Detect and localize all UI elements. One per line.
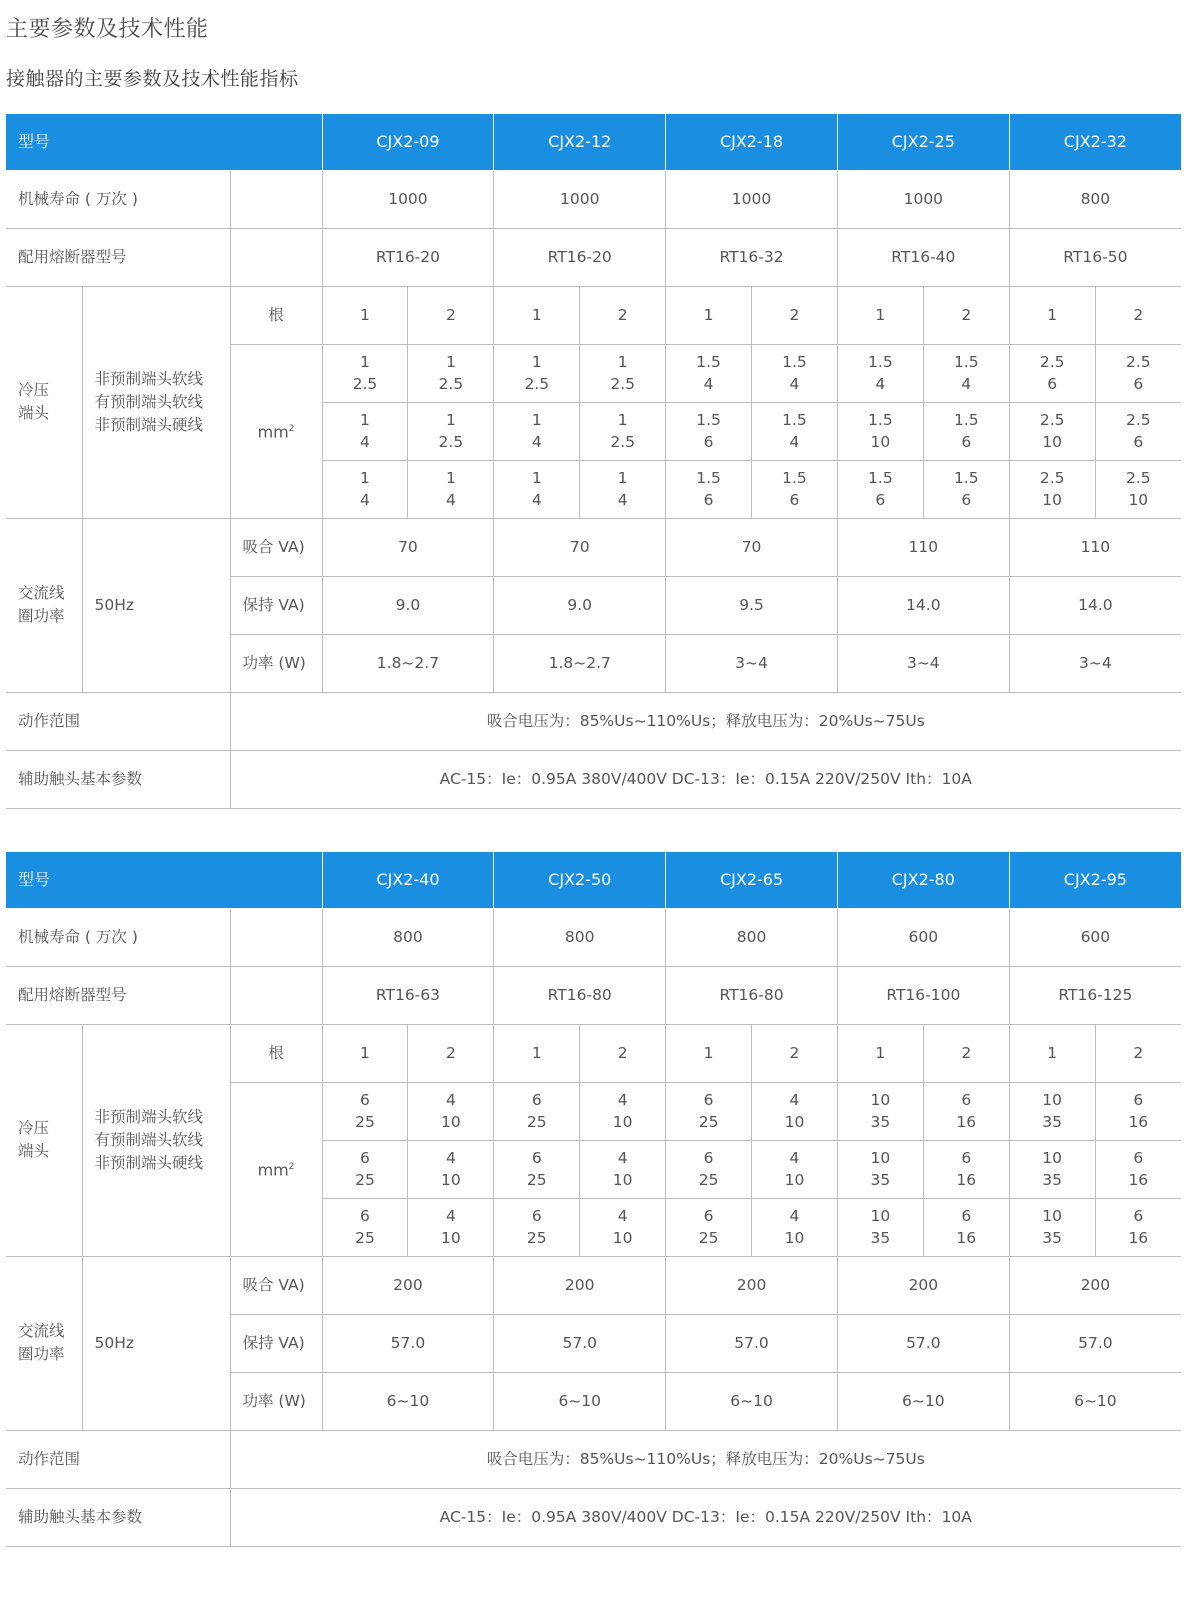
roots-label: 根 — [230, 286, 322, 344]
table-row — [6, 1024, 1181, 1082]
power-value: 6~10 — [322, 1372, 494, 1430]
fuse-value: RT16-80 — [494, 966, 666, 1024]
wire-size-value: 1 2.5 — [494, 344, 580, 402]
hold-label: 保持 VA) — [230, 1314, 322, 1372]
wire-size-value: 6 25 — [322, 1198, 408, 1256]
empty-cell — [230, 908, 322, 966]
table-row — [6, 518, 1181, 576]
hold-value: 9.5 — [666, 576, 838, 634]
power-value: 3~4 — [837, 634, 1009, 692]
action-range-value: 吸合电压为：85%Us~110%Us；释放电压为：20%Us~75Us — [230, 1430, 1181, 1488]
wire-size-value: 1 4 — [408, 460, 494, 518]
wire-size-value: 10 35 — [837, 1082, 923, 1140]
frequency-label: 50Hz — [82, 1256, 230, 1430]
spec-table-2 — [6, 852, 1181, 1547]
mech-life-value: 800 — [494, 908, 666, 966]
wire-size-value: 1 4 — [580, 460, 666, 518]
power-value: 6~10 — [666, 1372, 838, 1430]
action-range-label: 动作范围 — [6, 1430, 230, 1488]
mech-life-label: 机械寿命 ( 万次 ) — [6, 908, 230, 966]
empty-cell — [230, 170, 322, 228]
power-value: 6~10 — [494, 1372, 666, 1430]
roots-value: 2 — [752, 1024, 838, 1082]
model-header: CJX2-12 — [494, 114, 666, 170]
wire-size-value: 1 2.5 — [580, 402, 666, 460]
wire-size-value: 6 16 — [923, 1198, 1009, 1256]
mm-unit: mm — [257, 1160, 289, 1180]
table-row — [6, 692, 1181, 750]
model-header: CJX2-40 — [322, 852, 494, 908]
pull-in-label: 吸合 VA) — [230, 1256, 322, 1314]
power-value: 1.8~2.7 — [322, 634, 494, 692]
roots-value: 1 — [837, 1024, 923, 1082]
page-title: 主要参数及技术性能 — [6, 17, 209, 42]
wire-size-value: 4 10 — [408, 1198, 494, 1256]
model-header: CJX2-65 — [666, 852, 838, 908]
hold-value: 9.0 — [322, 576, 494, 634]
wire-size-value: 1.5 6 — [666, 460, 752, 518]
model-header-label: 型号 — [6, 114, 322, 170]
wire-size-value: 6 25 — [494, 1198, 580, 1256]
pull-in-value: 200 — [322, 1256, 494, 1314]
wire-size-value: 2.5 10 — [1009, 460, 1095, 518]
wire-size-value: 1 2.5 — [408, 402, 494, 460]
fuse-value: RT16-32 — [666, 228, 838, 286]
wire-size-value: 2.5 6 — [1009, 344, 1095, 402]
hold-value: 9.0 — [494, 576, 666, 634]
wire-size-value: 6 25 — [322, 1082, 408, 1140]
wire-size-value: 6 16 — [923, 1140, 1009, 1198]
wire-size-value: 2.5 10 — [1009, 402, 1095, 460]
table-row — [6, 1430, 1181, 1488]
table-row — [6, 1256, 1181, 1314]
fuse-value: RT16-50 — [1009, 228, 1181, 286]
wire-size-value: 6 25 — [494, 1140, 580, 1198]
wire-size-value: 1.5 4 — [837, 344, 923, 402]
wire-size-value: 1.5 6 — [752, 460, 838, 518]
wire-size-value: 2.5 10 — [1095, 460, 1181, 518]
mech-life-value: 1000 — [837, 170, 1009, 228]
model-header: CJX2-80 — [837, 852, 1009, 908]
roots-value: 1 — [666, 1024, 752, 1082]
roots-value: 1 — [494, 286, 580, 344]
fuse-value: RT16-63 — [322, 966, 494, 1024]
pull-in-value: 200 — [666, 1256, 838, 1314]
wire-size-value: 2.5 6 — [1095, 344, 1181, 402]
fuse-label: 配用熔断器型号 — [6, 228, 230, 286]
roots-value: 2 — [923, 1024, 1009, 1082]
pull-in-value: 70 — [322, 518, 494, 576]
spec-table-1 — [6, 114, 1181, 809]
pull-in-value: 200 — [837, 1256, 1009, 1314]
model-header: CJX2-09 — [322, 114, 494, 170]
wire-size-value: 4 10 — [580, 1082, 666, 1140]
hold-value: 57.0 — [322, 1314, 494, 1372]
table-row — [6, 114, 1181, 170]
wire-size-value: 1 4 — [322, 460, 408, 518]
cold-press-label: 冷压 端头 — [6, 286, 82, 518]
table-row — [6, 170, 1181, 228]
model-header: CJX2-95 — [1009, 852, 1181, 908]
roots-value: 2 — [1095, 1024, 1181, 1082]
model-header: CJX2-32 — [1009, 114, 1181, 170]
pull-in-value: 70 — [666, 518, 838, 576]
wire-size-value: 6 25 — [494, 1082, 580, 1140]
fuse-value: RT16-20 — [322, 228, 494, 286]
wire-size-value: 4 10 — [752, 1082, 838, 1140]
power-label: 功率 (W) — [230, 1372, 322, 1430]
frequency-label: 50Hz — [82, 518, 230, 692]
coil-power-label: 交流线 圈功率 — [6, 518, 82, 692]
wire-size-value: 1 4 — [494, 402, 580, 460]
fuse-value: RT16-80 — [666, 966, 838, 1024]
cold-press-label: 冷压 端头 — [6, 1024, 82, 1256]
wire-size-value: 1 4 — [494, 460, 580, 518]
table-row — [6, 852, 1181, 908]
power-value: 6~10 — [837, 1372, 1009, 1430]
pull-in-value: 200 — [1009, 1256, 1181, 1314]
hold-value: 57.0 — [837, 1314, 1009, 1372]
roots-value: 1 — [494, 1024, 580, 1082]
mech-life-value: 1000 — [494, 170, 666, 228]
power-value: 1.8~2.7 — [494, 634, 666, 692]
fuse-value: RT16-100 — [837, 966, 1009, 1024]
hold-value: 57.0 — [666, 1314, 838, 1372]
model-header: CJX2-25 — [837, 114, 1009, 170]
wire-size-value: 6 25 — [666, 1140, 752, 1198]
wire-size-value: 6 25 — [322, 1140, 408, 1198]
roots-value: 2 — [408, 286, 494, 344]
table-row — [6, 228, 1181, 286]
hold-value: 57.0 — [494, 1314, 666, 1372]
wire-size-value: 2.5 6 — [1095, 402, 1181, 460]
coil-power-label: 交流线 圈功率 — [6, 1256, 82, 1430]
wire-size-value: 6 16 — [1095, 1198, 1181, 1256]
roots-value: 1 — [1009, 1024, 1095, 1082]
hold-value: 14.0 — [1009, 576, 1181, 634]
pull-in-value: 110 — [1009, 518, 1181, 576]
table-row — [6, 286, 1181, 344]
wire-size-value: 1.5 4 — [752, 344, 838, 402]
power-value: 3~4 — [1009, 634, 1181, 692]
wire-size-value: 1.5 6 — [666, 402, 752, 460]
fuse-label: 配用熔断器型号 — [6, 966, 230, 1024]
hold-value: 57.0 — [1009, 1314, 1181, 1372]
empty-cell — [230, 966, 322, 1024]
wire-size-value: 4 10 — [580, 1140, 666, 1198]
mech-life-value: 1000 — [666, 170, 838, 228]
wire-types-label: 非预制端头软线 有预制端头软线 非预制端头硬线 — [82, 1024, 230, 1256]
roots-value: 2 — [408, 1024, 494, 1082]
power-value: 3~4 — [666, 634, 838, 692]
wire-size-value: 10 35 — [837, 1140, 923, 1198]
mm2-unit-label — [230, 344, 322, 518]
wire-size-value: 4 10 — [752, 1198, 838, 1256]
wire-size-value: 1 2.5 — [408, 344, 494, 402]
empty-cell — [230, 228, 322, 286]
mech-life-value: 600 — [837, 908, 1009, 966]
mm2-unit-label — [230, 1082, 322, 1256]
wire-size-value: 6 16 — [1095, 1140, 1181, 1198]
wire-size-value: 1.5 4 — [923, 344, 1009, 402]
wire-size-value: 6 16 — [923, 1082, 1009, 1140]
pull-in-value: 200 — [494, 1256, 666, 1314]
wire-size-value: 1.5 10 — [837, 402, 923, 460]
roots-value: 1 — [837, 286, 923, 344]
table-row — [6, 908, 1181, 966]
wire-size-value: 1.5 4 — [666, 344, 752, 402]
wire-size-value: 1.5 6 — [837, 460, 923, 518]
mech-life-label: 机械寿命 ( 万次 ) — [6, 170, 230, 228]
model-header-label: 型号 — [6, 852, 322, 908]
roots-value: 2 — [580, 286, 666, 344]
wire-size-value: 4 10 — [752, 1140, 838, 1198]
wire-size-value: 4 10 — [408, 1082, 494, 1140]
aux-contact-value: AC-15：Ie：0.95A 380V/400V DC-13：Ie：0.15A 220V/250V Ith：10A — [230, 1488, 1181, 1546]
mm-unit-superscript: 2 — [288, 424, 295, 435]
pull-in-value: 70 — [494, 518, 666, 576]
fuse-value: RT16-20 — [494, 228, 666, 286]
roots-value: 2 — [580, 1024, 666, 1082]
page-subtitle: 接触器的主要参数及技术性能指标 — [6, 68, 299, 90]
hold-value: 14.0 — [837, 576, 1009, 634]
mech-life-value: 800 — [322, 908, 494, 966]
mech-life-value: 800 — [666, 908, 838, 966]
mech-life-value: 800 — [1009, 170, 1181, 228]
fuse-value: RT16-125 — [1009, 966, 1181, 1024]
aux-contact-value: AC-15：Ie：0.95A 380V/400V DC-13：Ie：0.15A 220V/250V Ith：10A — [230, 750, 1181, 808]
mech-life-value: 600 — [1009, 908, 1181, 966]
mech-life-value: 1000 — [322, 170, 494, 228]
action-range-value: 吸合电压为：85%Us~110%Us；释放电压为：20%Us~75Us — [230, 692, 1181, 750]
roots-value: 1 — [322, 286, 408, 344]
wire-size-value: 6 16 — [1095, 1082, 1181, 1140]
fuse-value: RT16-40 — [837, 228, 1009, 286]
power-label: 功率 (W) — [230, 634, 322, 692]
roots-value: 2 — [1095, 286, 1181, 344]
wire-size-value: 1.5 6 — [923, 402, 1009, 460]
wire-size-value: 1 2.5 — [580, 344, 666, 402]
wire-size-value: 10 35 — [1009, 1082, 1095, 1140]
power-value: 6~10 — [1009, 1372, 1181, 1430]
pull-in-value: 110 — [837, 518, 1009, 576]
pull-in-label: 吸合 VA) — [230, 518, 322, 576]
wire-size-value: 6 25 — [666, 1198, 752, 1256]
wire-size-value: 4 10 — [580, 1198, 666, 1256]
table-row — [6, 1488, 1181, 1546]
wire-size-value: 1 4 — [322, 402, 408, 460]
mm-unit: mm — [257, 422, 289, 442]
wire-size-value: 6 25 — [666, 1082, 752, 1140]
model-header: CJX2-50 — [494, 852, 666, 908]
roots-value: 1 — [322, 1024, 408, 1082]
mm-unit-superscript: 2 — [288, 1162, 295, 1173]
wire-types-label: 非预制端头软线 有预制端头软线 非预制端头硬线 — [82, 286, 230, 518]
action-range-label: 动作范围 — [6, 692, 230, 750]
aux-contact-label: 辅助触头基本参数 — [6, 1488, 230, 1546]
roots-value: 1 — [666, 286, 752, 344]
wire-size-value: 10 35 — [1009, 1140, 1095, 1198]
roots-value: 2 — [923, 286, 1009, 344]
wire-size-value: 1.5 4 — [752, 402, 838, 460]
table-row — [6, 966, 1181, 1024]
roots-value: 1 — [1009, 286, 1095, 344]
wire-size-value: 10 35 — [1009, 1198, 1095, 1256]
model-header: CJX2-18 — [666, 114, 838, 170]
hold-label: 保持 VA) — [230, 576, 322, 634]
wire-size-value: 10 35 — [837, 1198, 923, 1256]
roots-label: 根 — [230, 1024, 322, 1082]
aux-contact-label: 辅助触头基本参数 — [6, 750, 230, 808]
roots-value: 2 — [752, 286, 838, 344]
wire-size-value: 1.5 6 — [923, 460, 1009, 518]
table-row — [6, 750, 1181, 808]
wire-size-value: 1 2.5 — [322, 344, 408, 402]
wire-size-value: 4 10 — [408, 1140, 494, 1198]
